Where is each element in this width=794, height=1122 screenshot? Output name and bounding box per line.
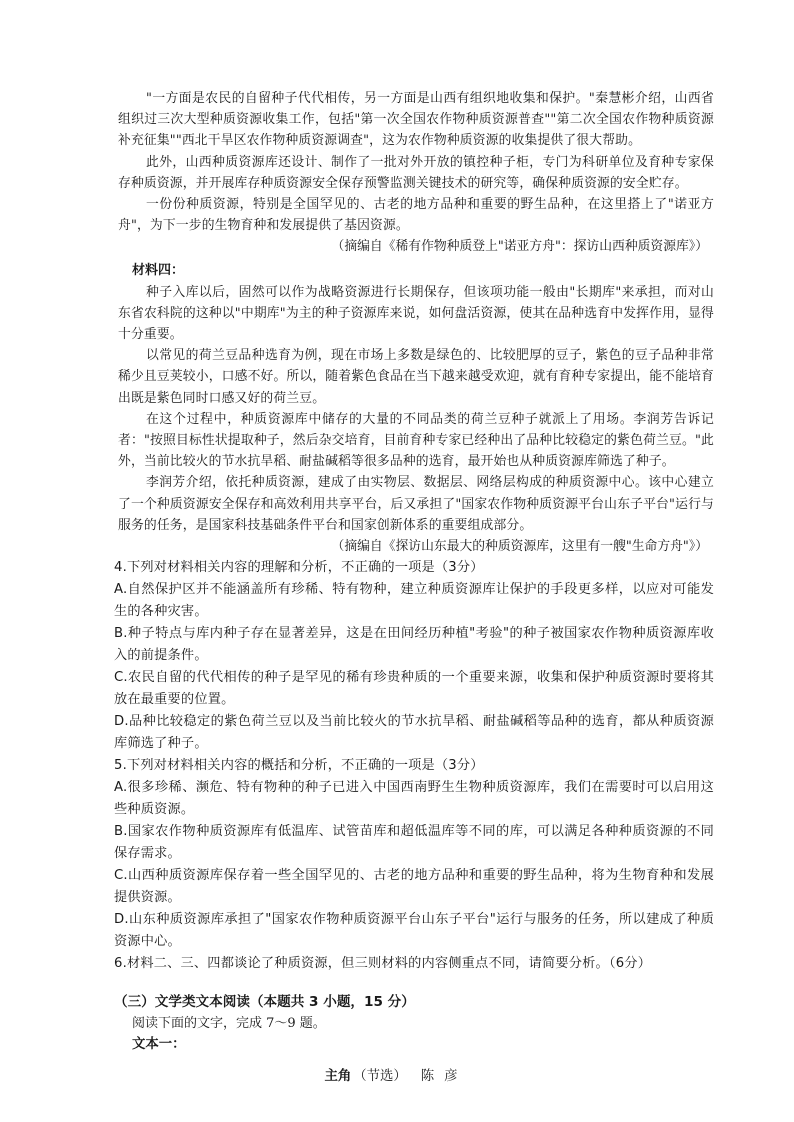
paragraph: "一方面是农民的自留种子代代相传，另一方面是山西有组织地收集和保护。"秦慧彬介绍，山西省组织过三次大型种质资源收集工作，包括"第一次全国农作物种质资源普查""第二次全国农作物种质资源补充征集""西北干旱区农作物种质资源调查"，这为农作物种质资源的收集提供了很大帮助。 <box>118 91 714 149</box>
story-title: 主角 <box>324 1069 352 1085</box>
source-citation: （摘编自《稀有作物种质登上"诺亚方舟"：探访山西种质资源库》） <box>331 239 708 255</box>
material-four-heading: 材料四： <box>132 262 185 278</box>
question-5-option-d: D.山东种质资源库承担了"国家农作物种质资源平台山东子平台"运行与服务的任务，所以建成了种质资源中心。 <box>114 912 714 950</box>
question-4-stem: 4.下列对材料相关内容的理解和分析，不正确的一项是（3分） <box>114 560 484 576</box>
text-one-label: 文本一： <box>132 1037 186 1053</box>
question-4-option-a: A.自然保护区并不能涵盖所有珍稀、特有物种，建立种质资源库让保护的手段更多样，以应对可能发生的各种灾害。 <box>114 582 714 620</box>
question-4-option-c: C.农民自留的代代相传的种子是罕见的稀有珍贵种质的一个重要来源，收集和保护种质资源时要将其放在最重要的位置。 <box>114 670 714 708</box>
paragraph: 一份份种质资源，特别是全国罕见的、古老的地方品种和重要的野生品种，在这里搭上了"诺亚方舟"，为下一步的生物育种和发展提供了基因资源。 <box>118 197 714 234</box>
paragraph: 种子入库以后，固然可以作为战略资源进行长期保存，但该项功能一般由"长期库"来承担，而对山东省农科院的这种以"中期库"为主的种子资源库来说，如何盘活资源，使其在品种选育中发挥作用，显得十分重要。 <box>118 284 714 343</box>
question-5-option-a: A.很多珍稀、濒危、特有物种的种子已进入中国西南野生生物种质资源库，我们在需要时可以启用这些种质资源。 <box>114 780 714 818</box>
paragraph: 李润芳介绍，依托种质资源，建成了由实物层、数据层、网络层构成的种质资源中心。该中心建立了一个种质资源安全保存和高效利用共享平台，后又承担了"国家农作物种质资源平台山东子平台"运行与服务的任务，是国家科技基础条件平台和国家创新体系的重要组成部分。 <box>118 475 714 533</box>
source-citation: （摘编自《探访山东最大的种质资源库，这里有一艘"生命方舟"》） <box>331 539 708 555</box>
question-4-option-b: B.种子特点与库内种子存在显著差异，这是在田间经历种植"考验"的种子被国家农作物种质资源库收入的前提条件。 <box>114 626 714 664</box>
question-5-option-c: C.山西种质资源库保存着一些全国罕见的、古老的地方品种和重要的野生品种，将为生物育种和发展提供资源。 <box>114 868 714 906</box>
question-5-option-b: B.国家农作物种质资源库有低温库、试管苗库和超低温库等不同的库，可以满足各种种质资源的不同保存需求。 <box>114 824 714 862</box>
paragraph: 以常见的荷兰豆品种选育为例，现在市场上多数是绿色的、比较肥厚的豆子，紫色的豆子品种非常稀少且豆荚较小，口感不好。所以，随着紫色食品在当下越来越受欢迎，就有育种专家提出，能不能培育出既是紫色同时口感又好的荷兰豆。 <box>118 348 714 406</box>
story-author: 陈彦 <box>420 1069 468 1085</box>
story-title-note: （节选） <box>353 1069 407 1085</box>
instruction: 阅读下面的文字，完成 7～9 题。 <box>132 1016 326 1032</box>
question-5-stem: 5.下列对材料相关内容的概括和分析，不正确的一项是（3分） <box>114 758 484 774</box>
question-6: 6.材料二、三、四都谈论了种质资源，但三则材料的内容侧重点不同，请简要分析。（6分） <box>114 956 652 972</box>
question-4-option-d: D.品种比较稳定的紫色荷兰豆以及当前比较火的节水抗旱稻、耐盐碱稻等品种的选育，都从种质资源库筛选了种子。 <box>114 714 714 752</box>
story-title-line <box>118 1066 714 1088</box>
section-heading: （三）文学类文本阅读（本题共 3 小题，15 分） <box>114 994 415 1011</box>
paragraph: 此外，山西种质资源库还设计、制作了一批对外开放的镇控种子柜，专门为科研单位及育种专家保存种质资源，并开展库存种质资源安全保存预警监测关键技术的研究等，确保种质资源的安全贮存。 <box>118 154 714 191</box>
paragraph: 在这个过程中，种质资源库中储存的大量的不同品类的荷兰豆种子就派上了用场。李润芳告诉记者："按照目标性状提取种子，然后杂交培育，目前育种专家已经种出了品种比较稳定的紫色荷兰豆。"此外，当前比较火的节水抗旱稻、耐盐碱稻等很多品种的选育，最开始也从种质资源库筛选了种子。 <box>118 411 714 470</box>
